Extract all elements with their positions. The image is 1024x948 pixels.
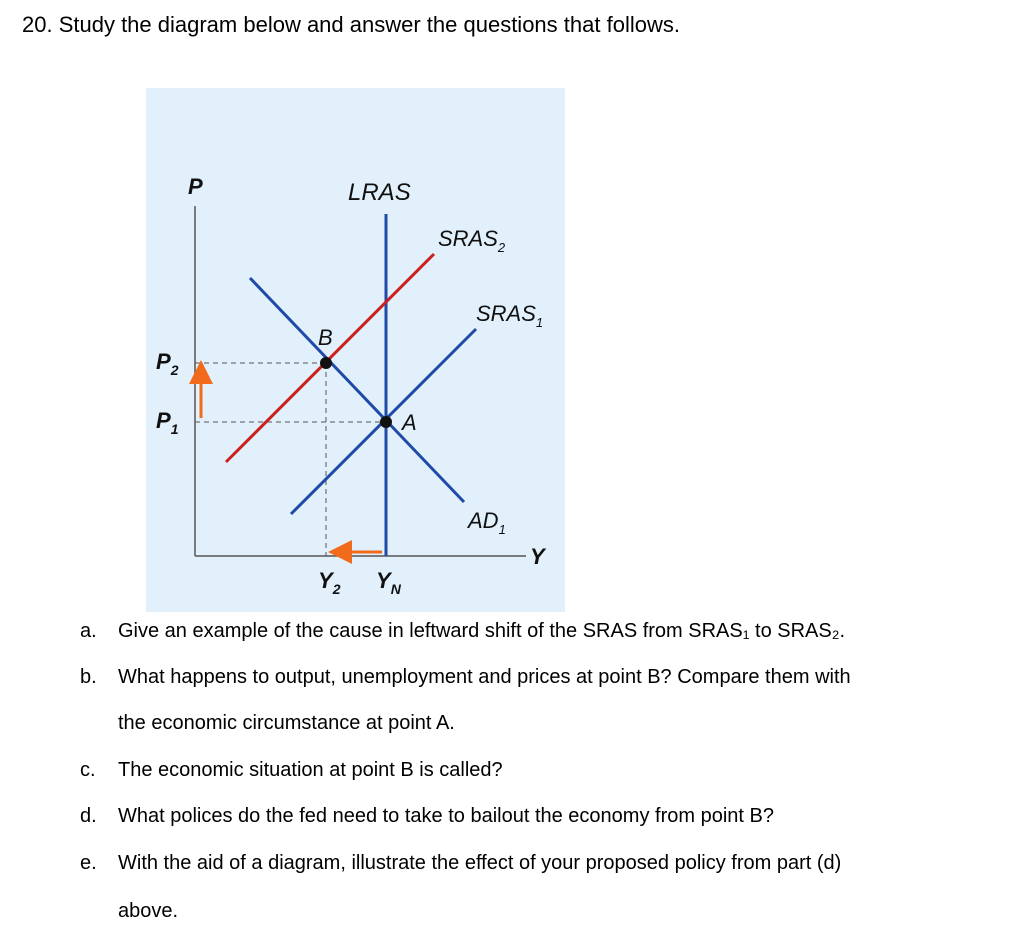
question-text: With the aid of a diagram, illustrate the effect of your proposed policy from part (d) (118, 852, 842, 874)
sras1-label: $SRAS_1$ (476, 301, 544, 330)
question-letter: d. (80, 805, 97, 827)
yn-label: $Y_N$ (376, 568, 401, 597)
question-text: Give an example of the cause in leftward shift of the SRAS from SRAS₁ to SRAS₂. (118, 620, 846, 642)
p2-label: $P_2$ (156, 349, 179, 378)
point-a-label: A (402, 410, 417, 435)
as-ad-diagram (146, 88, 565, 612)
p1-label: $P_1$ (156, 408, 179, 437)
question-text: The economic situation at point B is called? (118, 759, 503, 781)
y2-label: $Y_2$ (318, 568, 341, 597)
question-text: What polices do the fed need to take to bailout the economy from point B? (118, 805, 774, 827)
question-letter: a. (80, 620, 97, 642)
x-axis-label: Y (530, 544, 545, 569)
question-text: the economic circumstance at point A. (118, 712, 455, 734)
question-title: 20. Study the diagram below and answer the questions that follows. (22, 12, 680, 37)
lras-label: LRAS (348, 179, 411, 206)
point-b-label: B (318, 325, 333, 350)
sras2-label: $SRAS_2$ (438, 226, 506, 255)
question-text: What happens to output, unemployment and prices at point B? Compare them with (118, 666, 851, 688)
question-letter: e. (80, 852, 97, 874)
ad1-curve (250, 278, 464, 502)
question-text: above. (118, 900, 179, 922)
ad1-label: $AD_1$ (468, 508, 506, 537)
question-letter: c. (80, 759, 96, 781)
question-letter: b. (80, 666, 97, 688)
point-b-marker (320, 357, 332, 369)
point-a-marker (380, 416, 392, 428)
y-axis-label: P (188, 174, 203, 199)
